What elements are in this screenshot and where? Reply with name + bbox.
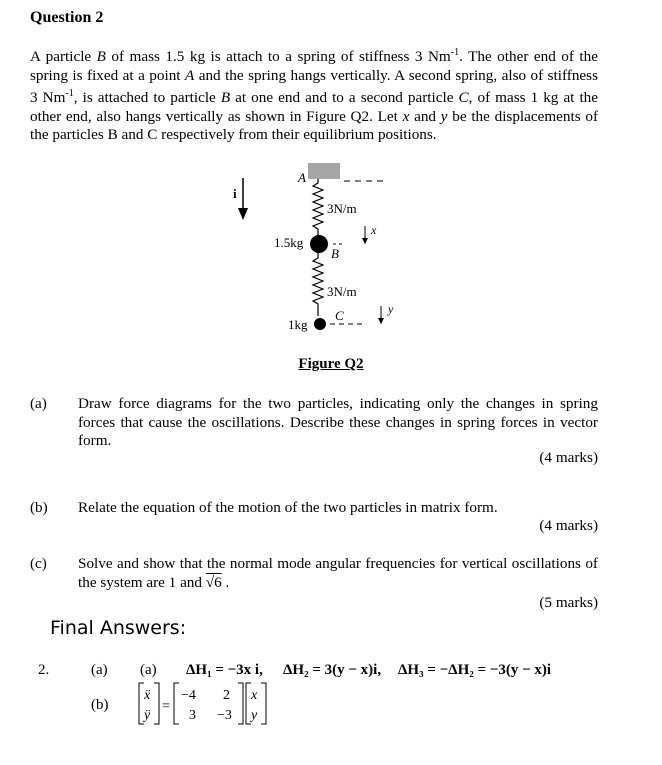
final-answers-heading: Final Answers: [50,617,187,639]
part-b-marks: (4 marks) [539,517,598,534]
mass-B-label: 1.5kg [274,235,304,250]
matrix-m12: 2 [223,688,230,703]
question-intro: A particle B of mass 1.5 kg is attach to a spring of stiffness 3 $Nm^{-1}$. The other end of the spring is fixed at a point A and the spring hangs vertically. A second spring, also of stiffness 3 $Nm^{-1}$, is attached to particle B at one end and to a second particle C, of mass 1 kg at the other end, also hangs vertically as shown in Figure Q2. Let x and y be the displacements of the particles B and C respectively from their equilibrium positions. [30,47,599,144]
y-arrow-head [378,318,384,324]
rhs-y: y [251,708,258,723]
x-arrow-head [362,238,368,244]
figure-caption: Figure Q2 [298,356,364,372]
answer-h3: ΔH₃ = −ΔH₂ = −3(y − x)i [398,662,552,678]
answer-a-outer-label: (a) [91,662,108,678]
matrix-m11: −4 [181,688,196,703]
answer-h1: ΔH₁ = −3x i, [186,662,263,678]
mass-C [314,318,326,330]
mass-C-label: 1kg [288,317,308,332]
part-a-label: (a) [30,395,47,412]
answer-a-inner-label: (a) [140,662,157,678]
matrix-equation [135,680,285,730]
spring-1 [313,179,323,236]
lhs-bracket-right [154,683,159,724]
mass-B [310,235,328,253]
disp-y-label: y [388,302,394,316]
question-title: Question 2 [30,9,104,26]
lhs-x-ddot: ẍ [144,688,151,703]
rhs-bracket-right [261,683,266,724]
rhs-x: x [251,688,258,703]
part-c-label: (c) [30,555,47,572]
part-b-text: Relate the equation of the motion of the two particles in matrix form. [78,499,498,516]
answer-number: 2. [38,662,50,678]
spring-2 [313,253,323,316]
matrix-m21: 3 [189,708,196,723]
matrix-bracket-right [238,683,243,724]
lhs-y-ddot: ÿ [144,708,151,723]
part-a-marks: (4 marks) [539,449,598,466]
figure-label-A: A [298,170,306,185]
part-b-label: (b) [30,499,48,516]
figure-label-i: i [233,186,237,201]
particle-C-label: C [335,308,344,323]
equals-sign: = [162,699,170,714]
part-c-text: Solve and show that the normal mode angular frequencies for vertical oscillations of the system are 1 and √6 . [78,555,598,591]
answer-b-label: (b) [91,697,109,713]
part-c-marks: (5 marks) [539,594,598,611]
figure-q2 [0,0,662,360]
spring-2-label: 3N/m [327,284,357,299]
i-arrow-head [238,208,248,220]
spring-1-label: 3N/m [327,201,357,216]
part-a-text: Draw force diagrams for the two particles, indicating only the changes in spring forces that cause the oscillations. Describe these changes in spring forces in vector form. [78,395,598,449]
particle-B-label: B [331,246,339,261]
ceiling-support [308,163,340,179]
answer-h2: ΔH₂ = 3(y − x)i, [283,662,382,678]
matrix-bracket-left [174,683,179,724]
disp-x-label: x [371,223,377,237]
matrix-m22: −3 [217,708,232,723]
